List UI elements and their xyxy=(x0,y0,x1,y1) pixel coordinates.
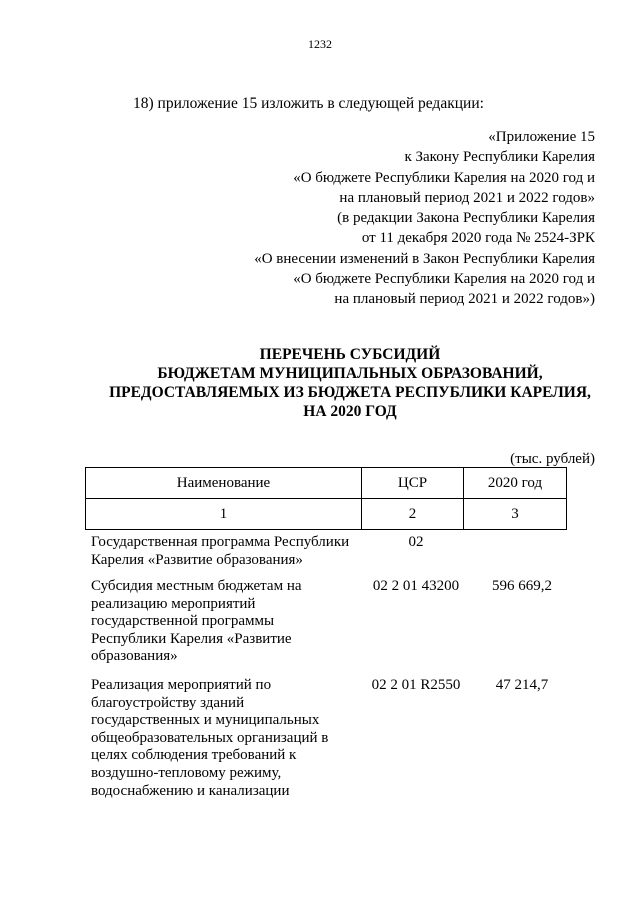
title-line: БЮДЖЕТАМ МУНИЦИПАЛЬНЫХ ОБРАЗОВАНИЙ, xyxy=(157,365,543,382)
column-number: 1 xyxy=(86,499,362,530)
row-name xyxy=(91,677,361,800)
column-number-row xyxy=(86,499,567,530)
appendix-line: «Приложение 15 xyxy=(488,129,595,145)
column-number: 3 xyxy=(464,499,567,530)
row-csr: 02 2 01 R2550 xyxy=(371,677,461,693)
row-amount: 47 214,7 xyxy=(495,677,549,693)
row-name xyxy=(91,578,361,666)
appendix-line: к Закону Республики Карелия xyxy=(404,149,595,166)
row-csr: 02 2 01 43200 xyxy=(372,578,460,594)
row-name-line: воздушно-тепловому режиму, xyxy=(91,764,282,781)
title-line: НА 2020 ГОД xyxy=(303,403,397,420)
header-name: Наименование xyxy=(86,468,362,499)
row-name-line: Субсидия местным бюджетам на xyxy=(91,578,302,594)
appendix-line: «О бюджете Республики Карелия на 2020 год и xyxy=(293,169,595,186)
appendix-line: «О бюджете Республики Карелия на 2020 год и xyxy=(293,271,595,288)
document-title xyxy=(80,345,620,421)
row-name-line: водоснабжению и канализации xyxy=(91,782,290,799)
appendix-line: на плановый период 2021 и 2022 годов» xyxy=(339,189,595,206)
row-name-line: Реализация мероприятий по xyxy=(91,677,272,693)
row-name-line: общеобразовательных организаций в xyxy=(91,729,329,746)
row-name-line: Карелия «Развитие образования» xyxy=(91,551,303,568)
title-line: ПРЕДОСТАВЛЯЕМЫХ ИЗ БЮДЖЕТА РЕСПУБЛИКИ КАРЕЛИЯ, xyxy=(109,384,591,401)
header-csr: ЦСР xyxy=(362,468,464,499)
header-year: 2020 год xyxy=(464,468,567,499)
unit-label: (тыс. рублей) xyxy=(510,451,595,467)
row-name-line: целях соблюдения требований к xyxy=(91,747,297,764)
intro-paragraph: 18) приложение 15 изложить в следующей редакции: xyxy=(133,95,484,112)
row-name-line: Государственная программа Республики xyxy=(91,534,350,550)
row-name-line: государственных и муниципальных xyxy=(91,712,320,729)
header-row xyxy=(86,468,567,499)
row-name-line: Республики Карелия «Развитие xyxy=(91,630,292,647)
appendix-line: (в редакции Закона Республики Карелия xyxy=(337,210,595,227)
title-line: ПЕРЕЧЕНЬ СУБСИДИЙ xyxy=(259,346,441,363)
table-header xyxy=(85,467,567,530)
appendix-line: «О внесении изменений в Закон Республики Карелия xyxy=(254,250,595,267)
row-csr: 02 xyxy=(408,534,424,550)
column-number: 2 xyxy=(362,499,464,530)
row-name-line: государственной программы xyxy=(91,613,275,630)
appendix-line: на плановый период 2021 и 2022 годов») xyxy=(334,291,595,308)
row-name-line: образования» xyxy=(91,648,178,665)
row-name-line: реализацию мероприятий xyxy=(91,595,256,612)
row-amount: 596 669,2 xyxy=(492,578,552,594)
row-name xyxy=(91,534,361,569)
row-name-line: благоустройству зданий xyxy=(91,694,245,711)
appendix-reference xyxy=(254,127,595,310)
page-number: 1232 xyxy=(308,37,332,51)
appendix-line: от 11 декабря 2020 года № 2524-ЗРК xyxy=(361,230,595,247)
